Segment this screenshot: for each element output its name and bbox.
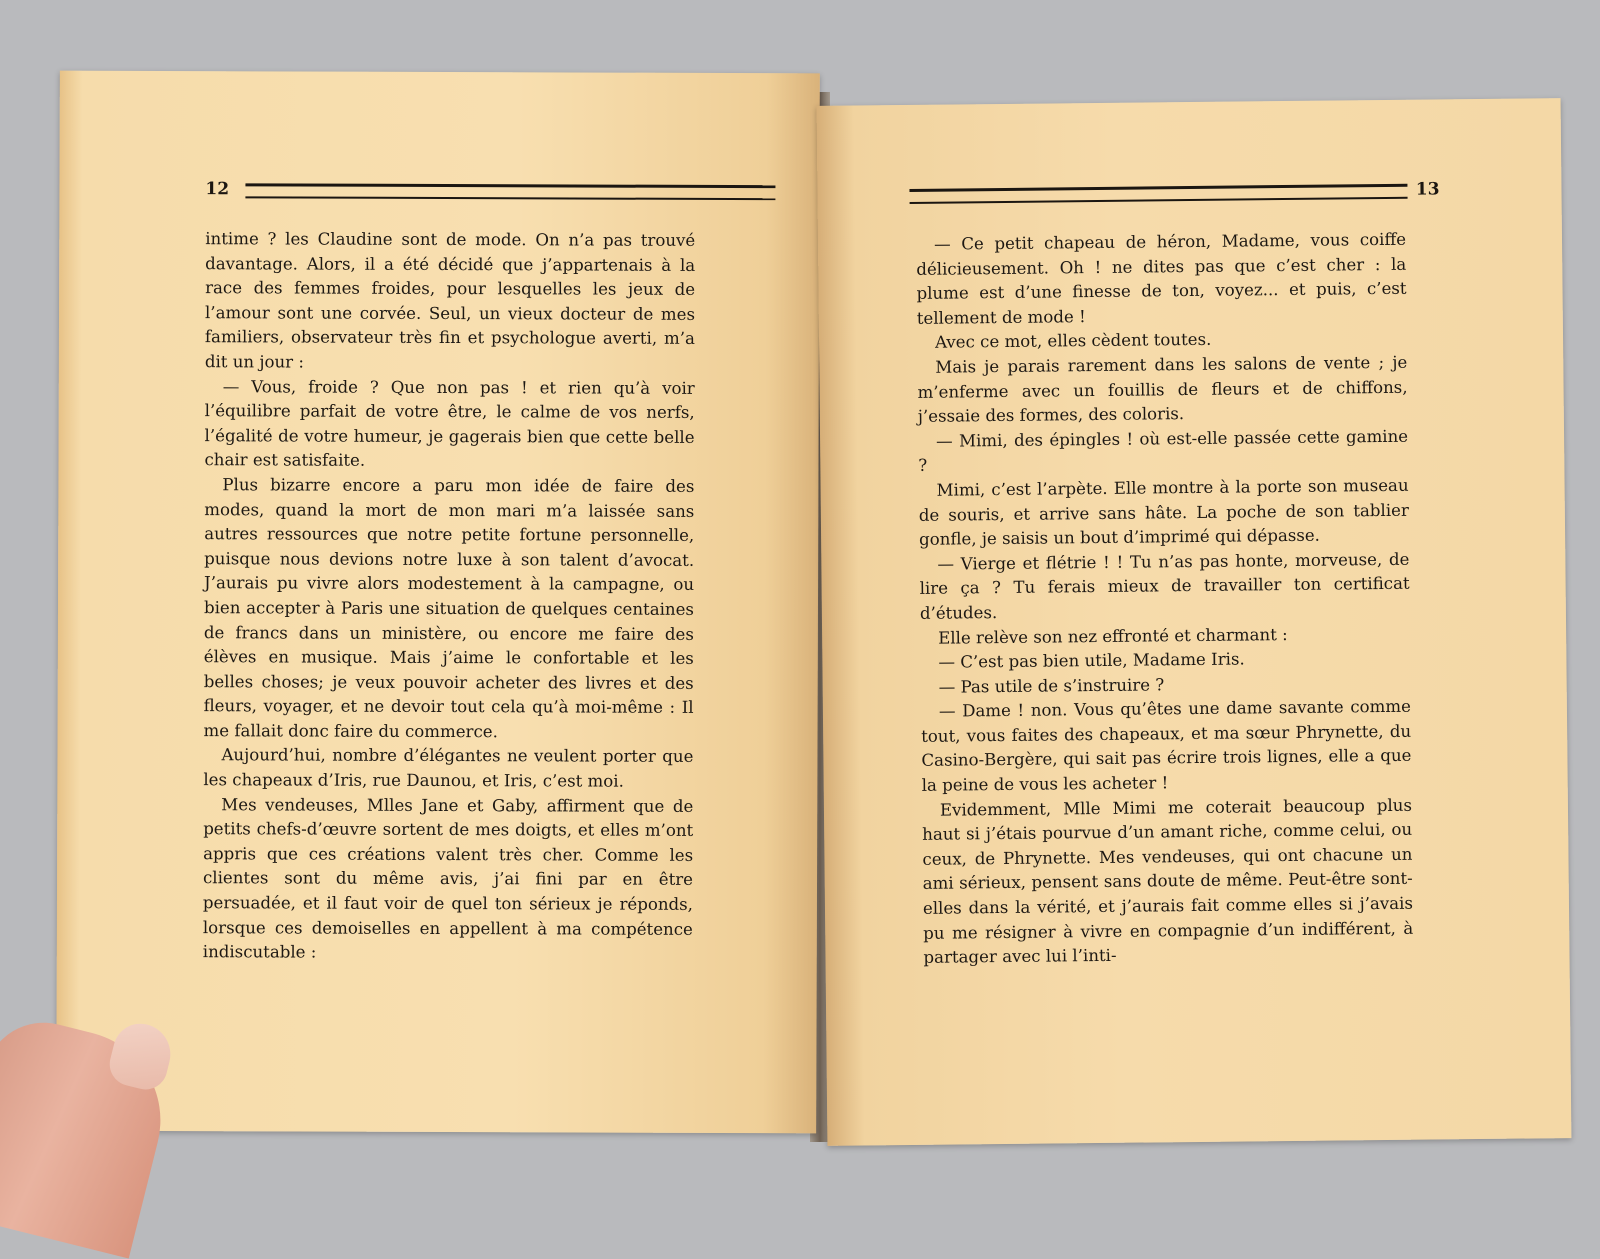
paragraph: — Vierge et flétrie ! ! Tu n’as pas honte, morveuse, de lire ça ? Tu ferais mieux de travailler ton certificat d’études. [919, 549, 1410, 623]
paragraph: Mimi, c’est l’arpète. Elle montre à la porte son museau de souris, et arrive sans hâte. La poche de son tablier gonfle, je saisis un bout d’imprimé qui dépasse. [918, 475, 1409, 549]
page-number: 12 [205, 179, 230, 200]
header-rule [909, 184, 1407, 204]
page-number: 13 [1415, 179, 1440, 200]
paragraph: Aujourd’hui, nombre d’élégantes ne veulent porter que les chapeaux d’Iris, rue Daunou, et Iris, c’est moi. [203, 745, 694, 791]
paragraph: — Mimi, des épingles ! où est-elle passée cette gamine ? [918, 426, 1409, 476]
paragraph: Avec ce mot, elles cèdent toutes. [934, 330, 1212, 353]
paragraph: — Pas utile de s’instruire ? [938, 675, 1165, 697]
right-page-header [909, 179, 1440, 207]
left-page-text [203, 227, 696, 967]
paragraph: Mais je parais rarement dans les salons de vente ; je m’enferme avec un fouillis de fleurs et de chiffons, j’essaie des formes, des coloris. [917, 352, 1408, 427]
paragraph: — Dame ! non. Vous qu’êtes une dame savante comme tout, vous faites des chapeaux, et ma sœur Phrynette, du Casino-Bergère, qui sait pas écrire trois lignes, elle a que la peine de vous les acheter ! [921, 697, 1412, 795]
left-page [56, 71, 820, 1134]
paragraph: Plus bizarre encore a paru mon idée de faire des modes, quand la mort de mon mari m’a laissée sans autres ressources que notre petite fortune personnelle, puisque nous devions notre luxe à son talent d’avocat. J’aurais pu vivre alors modestement à la campagne, ou bien accepter à Paris une situation de quelques centaines de francs dans un ministère, ou encore me faire des élèves en musique. Mais j’aime le confortable et les belles choses; je veux pouvoir acheter des livres et des fleurs, voyager, et ne devoir tout cela qu’à moi-même : Il me fallait donc faire du commerce. [203, 475, 695, 742]
left-page-header [205, 179, 775, 203]
paragraph: Elle relève son nez effronté et charmant : [938, 624, 1288, 648]
paragraph: Mes vendeuses, Mlles Jane et Gaby, affirment que de petits chefs-d’œuvre sortent de mes doigts, et elles m’ont appris que ces créations valent très cher. Comme les clientes sont du même avis, j’ai fini par en être persuadée, et il faut voir de quel ton sérieux je réponds, lorsque ces demoiselles en appellent à ma compétence indiscutable : [202, 794, 694, 962]
paragraph: — C’est pas bien utile, Madame Iris. [938, 649, 1245, 672]
paragraph: — Ce petit chapeau de héron, Madame, vous coiffe délicieusement. Oh ! ne dites pas que c’est cher : la plume est d’une finesse de ton, voyez... et puis, c’est tellement de mode ! [916, 229, 1407, 328]
open-book [58, 72, 1566, 1152]
header-rule [245, 183, 775, 200]
right-page [817, 98, 1572, 1146]
paragraph: Evidemment, Mlle Mimi me coterait beaucoup plus haut si j’étais pourvue d’un amant riche, comme celui, ou ceux, de Phrynette. Mes vendeuses, qui ont chacune un ami sérieux, pensent sans doute de même. Peut-être sont-elles dans la vérité, et j’aurais fait comme elles si j’avais pu me résigner à vivre en compagnie d’un indifférent, à partager avec lui l’inti- [922, 795, 1414, 968]
right-page-text [916, 228, 1414, 971]
paragraph: intime ? les Claudine sont de mode. On n’a pas trouvé davantage. Alors, il a été décidé que j’appartenais à la race des femmes froides, pour lesquelles les jeux de l’amour sont une corvée. Seul, un vieux docteur de mes familiers, observateur très fin et psychologue averti, m’a dit un jour : [204, 229, 696, 372]
paragraph: — Vous, froide ? Que non pas ! et rien qu’à voir l’équilibre parfait de votre être, le calme de vos nerfs, l’égalité de votre humeur, je gagerais bien que cette belle chair est satisfaite. [204, 376, 695, 471]
